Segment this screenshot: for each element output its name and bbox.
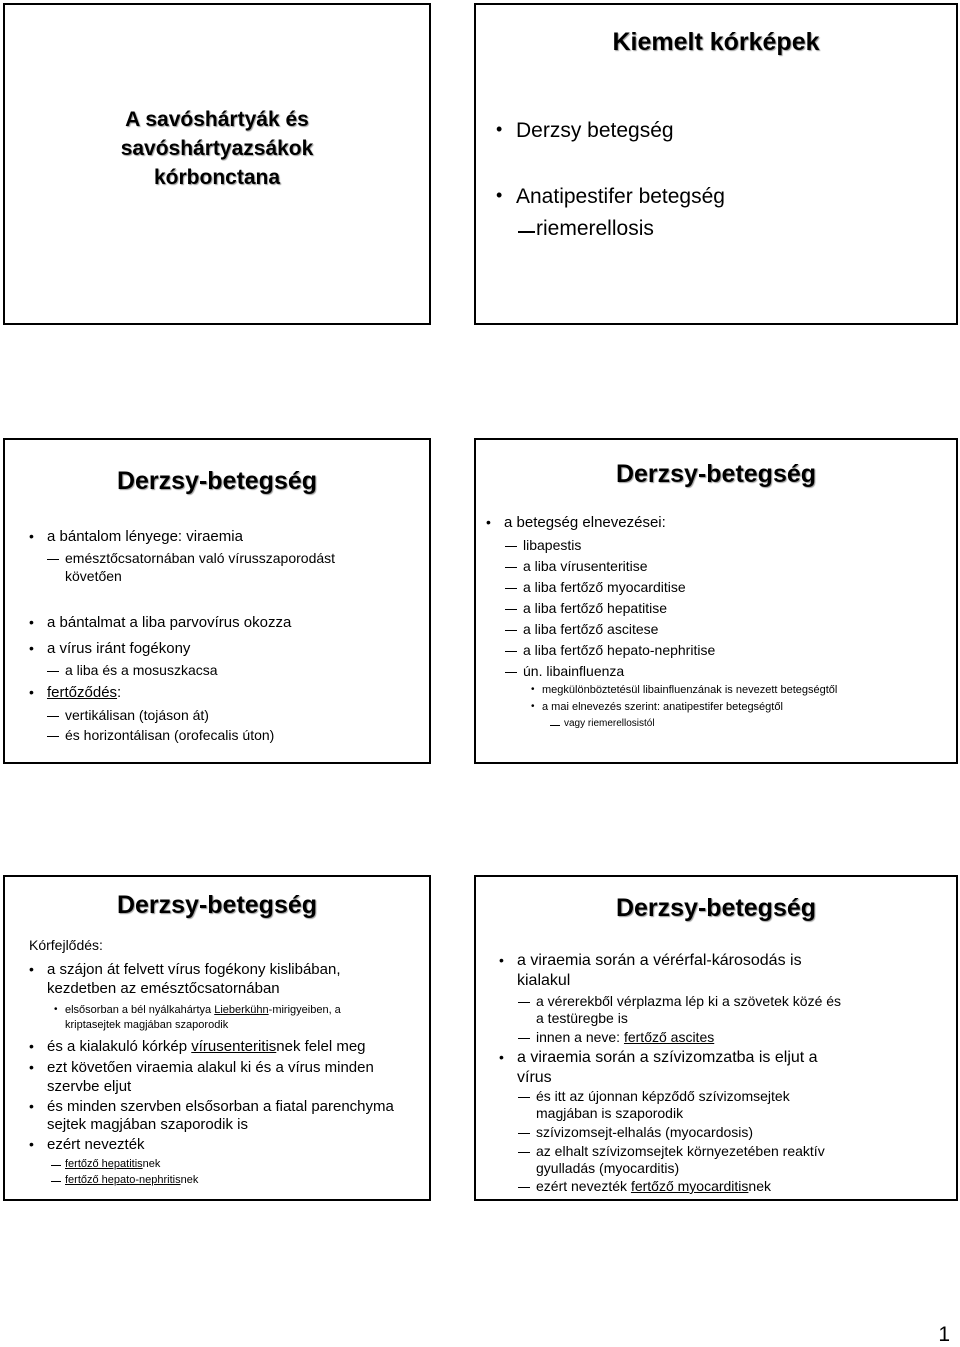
list-subitem-cont: magjában is szaporodik	[536, 1105, 684, 1121]
list-subitem: ún. libainfluenza	[523, 663, 625, 679]
slide-5-title: Derzsy-betegség	[116, 891, 318, 919]
list-subitem: a liba fertőző ascitese	[523, 621, 659, 637]
list-item: • a viraemia során a szívizomzatba is eljut a	[517, 1049, 818, 1067]
list-item: • a bántalom lényege: viraemia	[47, 528, 243, 545]
list-subitem: a liba fertőző hepatitise	[523, 600, 667, 616]
list-item-cont: szervbe eljut	[47, 1078, 132, 1095]
slide-1	[3, 3, 431, 325]
list-subitem: és itt az újonnan képződő szívizomsejtek	[536, 1088, 790, 1104]
list-subitem: vertikálisan (tojáson át)	[65, 707, 209, 723]
slide-2	[474, 3, 958, 325]
list-item: • és minden szervben elsősorban a fiatal parenchyma	[47, 1098, 394, 1115]
slide-3-title: Derzsy-betegség	[116, 467, 318, 495]
list-item: • a bántalmat a liba parvovírus okozza	[47, 614, 291, 631]
slide-4	[474, 438, 958, 764]
text: :	[117, 684, 122, 701]
text: innen a neve:	[536, 1029, 624, 1045]
list-subitem	[536, 1029, 714, 1045]
list-item: • Derzsy betegség	[516, 119, 674, 143]
slide-1-title	[5, 105, 429, 192]
text: nek	[180, 1174, 199, 1186]
list-item: • a viraemia során a vérérfal-károsodás is	[517, 952, 802, 970]
list-item	[47, 1038, 366, 1055]
list-subsubitem: • megkülönböztetésül libainfluenzának is nevezett betegségtől	[542, 684, 837, 696]
text: elsősorban a bél nyálkahártya	[65, 1004, 215, 1016]
list-item: • a szájon át felvett vírus fogékony kislibában,	[47, 961, 341, 978]
section-label: Kórfejlődés:	[29, 937, 103, 953]
list-subitem-cont: a testüregbe is	[536, 1010, 628, 1026]
list-item-cont: sejtek magjában szaporodik is	[47, 1116, 248, 1133]
slide-2-title: Kiemelt kórképek	[612, 28, 820, 56]
term-link[interactable]: Lieberkühn	[214, 1004, 269, 1016]
list-subitem: szívizomsejt-elhalás (myocardosis)	[536, 1124, 754, 1140]
list-subitem	[65, 1174, 198, 1186]
term-link[interactable]: fertőző hepatitis	[65, 1158, 143, 1170]
text: nek	[142, 1158, 161, 1170]
list-item: • Anatipestifer betegség	[516, 185, 725, 209]
list-subitem-cont: kriptasejtek magjában szaporodik	[65, 1019, 229, 1031]
list-subitem: a liba fertőző hepato-nephritise	[523, 642, 716, 658]
term-link[interactable]: fertőző ascites	[623, 1029, 715, 1045]
list-item-cont: vírus	[517, 1069, 552, 1086]
slide-4-title: Derzsy-betegség	[615, 460, 817, 488]
list-subsubsubitem: vagy riemerellosistól	[564, 718, 655, 729]
slide-3	[3, 438, 431, 764]
slide-6	[474, 875, 958, 1201]
list-item: • a vírus iránt fogékony	[47, 640, 190, 657]
list-subitem: az elhalt szívizomsejtek környezetében reaktív	[536, 1143, 825, 1159]
list-subitem: a liba és a mosuszkacsa	[65, 662, 218, 678]
slide-5	[3, 875, 431, 1201]
page-number: 1	[938, 1323, 950, 1346]
list-subitem: és horizontálisan (orofecalis úton)	[65, 727, 275, 743]
list-subitem-cont: követően	[65, 568, 122, 584]
text: nek felel meg	[276, 1038, 366, 1055]
list-subitem: emésztőcsatornában való vírusszaporodást	[65, 550, 336, 566]
list-subitem	[536, 1178, 771, 1194]
list-subitem: a liba vírusenteritise	[523, 558, 648, 574]
list-subitem: a liba fertőző myocarditise	[523, 579, 686, 595]
text: -mirigyeiben, a	[268, 1004, 341, 1016]
list-item: • a betegség elnevezései:	[504, 514, 666, 531]
list-subitem: riemerellosis	[536, 217, 654, 240]
text: nek	[748, 1178, 771, 1194]
term-link[interactable]: fertőződés	[47, 684, 118, 701]
list-item	[47, 684, 121, 701]
list-subitem: a vérerekből vérplazma lép ki a szövetek közé és	[536, 993, 842, 1009]
list-item-cont: kezdetben az emésztőcsatornában	[47, 980, 280, 997]
term-link[interactable]: fertőző myocarditis	[630, 1178, 749, 1194]
list-subitem	[65, 1004, 341, 1016]
text: ezért nevezték	[536, 1178, 631, 1194]
slide-6-title: Derzsy-betegség	[615, 894, 817, 922]
list-item: • ezért nevezték	[47, 1136, 145, 1153]
list-subsubitem: • a mai elnevezés szerint: anatipestifer betegségtől	[542, 701, 783, 713]
list-subitem	[65, 1158, 160, 1170]
term-link[interactable]: fertőző hepato-nephritis	[65, 1174, 181, 1186]
list-item: • ezt követően viraemia alakul ki és a vírus minden	[47, 1059, 374, 1076]
list-subitem: libapestis	[523, 537, 582, 553]
list-subitem-cont: gyulladás (myocarditis)	[536, 1160, 680, 1176]
list-item-cont: kialakul	[517, 972, 571, 989]
title-line: kórbonctana	[153, 166, 281, 189]
title-line: savóshártyazsákok	[120, 137, 314, 160]
text: és a kialakuló kórkép	[47, 1038, 192, 1055]
title-line: A savóshártyák és	[125, 108, 309, 131]
term-link[interactable]: vírusenteritis	[191, 1038, 277, 1055]
